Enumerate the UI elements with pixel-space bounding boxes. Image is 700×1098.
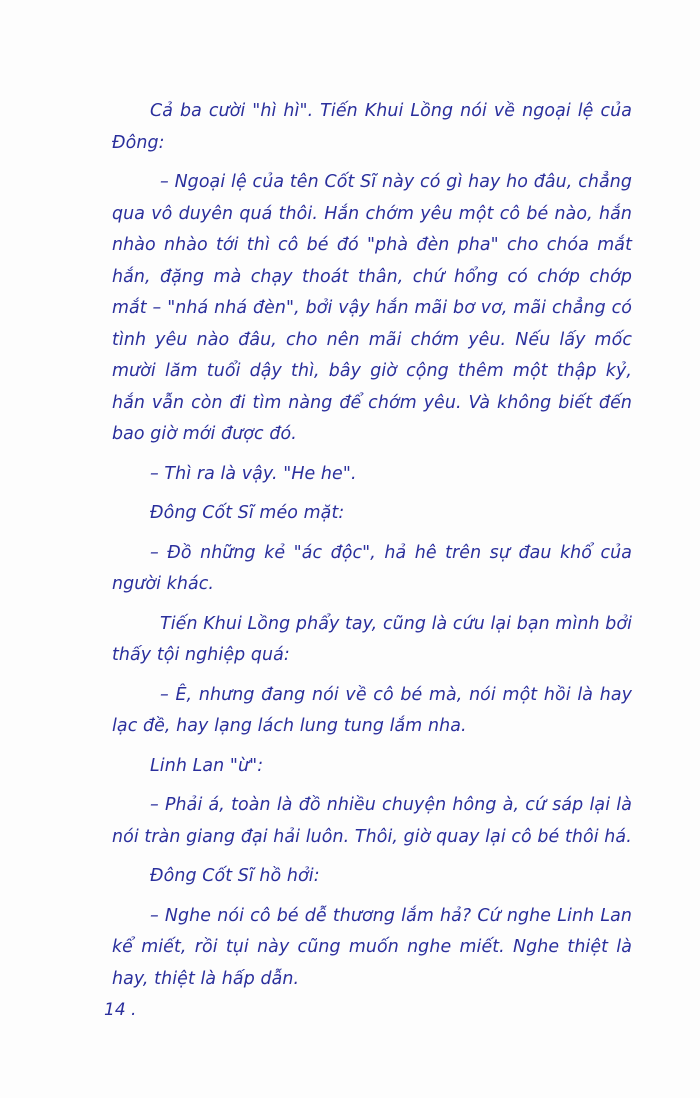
paragraph: Cả ba cười "hì hì". Tiến Khui Lồng nói về ngoại lệ của Đông:	[112, 101, 632, 153]
paragraph: – Đồ những kẻ "ác độc", hả hê trên sự đau khổ của người khác.	[112, 542, 632, 594]
body-text	[112, 96, 632, 1003]
paragraph: – Nghe nói cô bé dễ thương lắm hả? Cứ nghe Linh Lan kể miết, rồi tụi này cũng muốn nghe miết. Nghe thiệt là hay, thiệt là hấp dẫn.	[112, 905, 632, 989]
paragraph: Đông Cốt Sĩ méo mặt:	[150, 503, 345, 523]
paragraph: – Thì ra là vậy. "He he".	[150, 463, 357, 484]
paragraph: – Phải á, toàn là đồ nhiều chuyện hông à, cứ sáp lại là nói tràn giang đại hải luôn. Thôi, giờ quay lại cô bé thôi há.	[112, 795, 632, 847]
paragraph: Tiến Khui Lồng phẩy tay, cũng là cứu lại bạn mình bởi thấy tội nghiệp quá:	[112, 613, 633, 665]
paragraph: Đông Cốt Sĩ hồ hởi:	[150, 866, 320, 886]
page-number: 14 .	[104, 1000, 137, 1020]
paragraph: – Ê, nhưng đang nói về cô bé mà, nói một hồi là hay lạc đề, hay lạng lách lung tung lắm nha.	[112, 684, 632, 736]
paragraph: – Ngoại lệ của tên Cốt Sĩ này có gì hay ho đâu, chẳng qua vô duyên quá thôi. Hắn chớm yêu một cô bé nào, hắn nhào nhào tới thì cô bé đó "phà đèn pha" cho chóa mắt hắn, đặng mà chạy thoát thân, chứ hổng có chớp chớp mắt – "nhá nhá đèn", bởi vậy hắn mãi bơ vơ, mãi chẳng có tình yêu nào đâu, cho nên mãi chớm yêu. Nếu lấy mốc mười lăm tuổi dậy thì, bây giờ cộng thêm một thập kỷ, hắn vẫn còn đi tìm nàng để chớm yêu. Và không biết đến bao giờ mới được đó.	[112, 172, 632, 444]
paragraph: Linh Lan "ừ":	[150, 755, 264, 776]
